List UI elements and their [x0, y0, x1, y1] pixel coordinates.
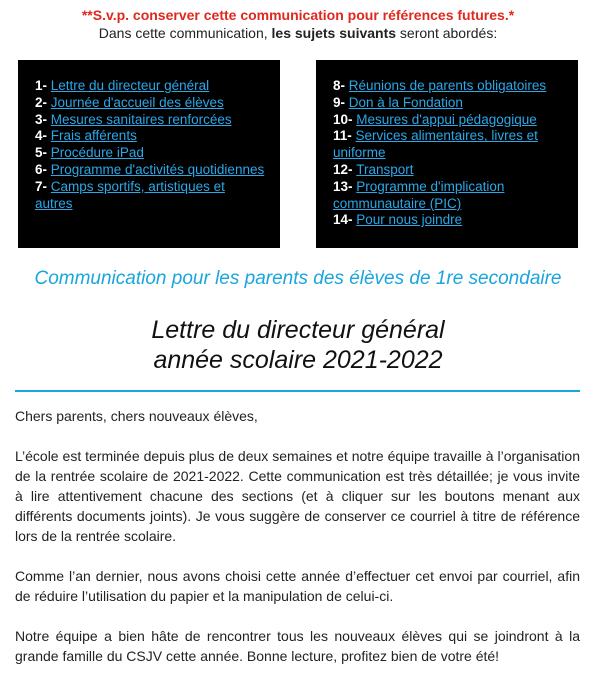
toc-item — [333, 112, 564, 129]
intro-after: seront abordés: — [396, 25, 498, 41]
toc-num: 14- — [333, 212, 353, 228]
toc-num: 10- — [333, 111, 353, 127]
toc-item — [333, 95, 564, 112]
toc-item — [35, 78, 266, 95]
toc-link[interactable]: Transport — [356, 161, 414, 177]
toc-link[interactable]: Don à la Fondation — [348, 94, 463, 110]
toc-link[interactable]: Mesures d'appui pédagogique — [356, 111, 537, 127]
toc-link[interactable]: Camps sportifs, artistiques et autres — [35, 178, 225, 211]
toc-left-box — [18, 60, 280, 248]
toc-num: 9- — [333, 94, 346, 110]
toc-link[interactable]: Mesures sanitaires renforcées — [50, 111, 232, 127]
toc-link[interactable]: Programme d'implication communautaire (PIC) — [333, 178, 505, 211]
title-line-1: Lettre du directeur général — [151, 316, 445, 344]
toc-item — [35, 95, 266, 112]
toc-link[interactable]: Pour nous joindre — [356, 212, 463, 228]
toc-num: 5- — [35, 145, 48, 161]
toc-item — [35, 112, 266, 129]
letter-body — [15, 406, 580, 686]
toc-num: 7- — [35, 178, 48, 194]
toc-num: 11- — [333, 128, 352, 144]
greeting: Chers parents, chers nouveaux élèves, — [15, 408, 258, 424]
toc-item — [333, 179, 564, 213]
toc-item — [333, 128, 564, 162]
toc-num: 3- — [35, 111, 48, 127]
toc-link[interactable]: Lettre du directeur général — [50, 78, 210, 93]
paragraph-1: L’école est terminée depuis plus de deux semaines et notre équipe travaille à l’organisation de la rentrée scolaire de 2021-2022. Cette communication est très détaillée; je vous invite à lire attentivement chacune des sections (et à cliquer sur les boutons menant aux différents documents joints). Je vous suggère de conserver ce courriel à titre de référence lors de la rentrée scolaire. — [15, 448, 580, 544]
intro-line — [0, 25, 596, 41]
toc-item — [35, 179, 266, 213]
paragraph-3: Notre équipe a bien hâte de rencontrer tous les nouveaux élèves qui se joindront à la grande famille du CSJV cette année. Bonne lecture, profitez bien de votre été! — [15, 628, 580, 664]
toc-num: 8- — [333, 78, 346, 93]
toc-item — [35, 162, 266, 179]
title-line-2: année scolaire 2021-2022 — [153, 346, 443, 374]
letter-title — [0, 315, 596, 375]
toc-link[interactable]: Frais afférents — [50, 128, 137, 144]
intro-bold: les sujets suivants — [271, 25, 397, 41]
toc-num: 12- — [333, 161, 353, 177]
toc-item — [35, 145, 266, 162]
toc-item — [333, 162, 564, 179]
audience-subtitle: Communication pour les parents des élèves de 1re secondaire — [34, 268, 562, 289]
toc-item — [35, 128, 266, 145]
intro-before: Dans cette communication, — [98, 25, 272, 41]
divider — [15, 390, 580, 392]
toc-num: 4- — [35, 128, 48, 144]
toc-item — [333, 212, 564, 229]
warning-notice: **S.v.p. conserver cette communication pour références futures.* — [81, 7, 515, 23]
toc-link[interactable]: Services alimentaires, livres et uniforme — [333, 128, 538, 161]
toc-item — [333, 78, 564, 95]
paragraph-2: Comme l’an dernier, nous avons choisi cette année d’effectuer cet envoi par courriel, afin de réduire l’utilisation du papier et la manipulation de celui-ci. — [15, 568, 580, 604]
toc-link[interactable]: Journée d'accueil des élèves — [50, 94, 224, 110]
toc-link[interactable]: Programme d'activités quotidiennes — [50, 161, 265, 177]
toc-num: 6- — [35, 161, 48, 177]
toc-num: 13- — [333, 178, 353, 194]
toc-num: 1- — [35, 78, 48, 93]
toc-num: 2- — [35, 94, 48, 110]
toc-link[interactable]: Réunions de parents obligatoires — [348, 78, 547, 93]
toc-right-box — [316, 60, 578, 248]
toc-link[interactable]: Procédure iPad — [50, 145, 144, 161]
